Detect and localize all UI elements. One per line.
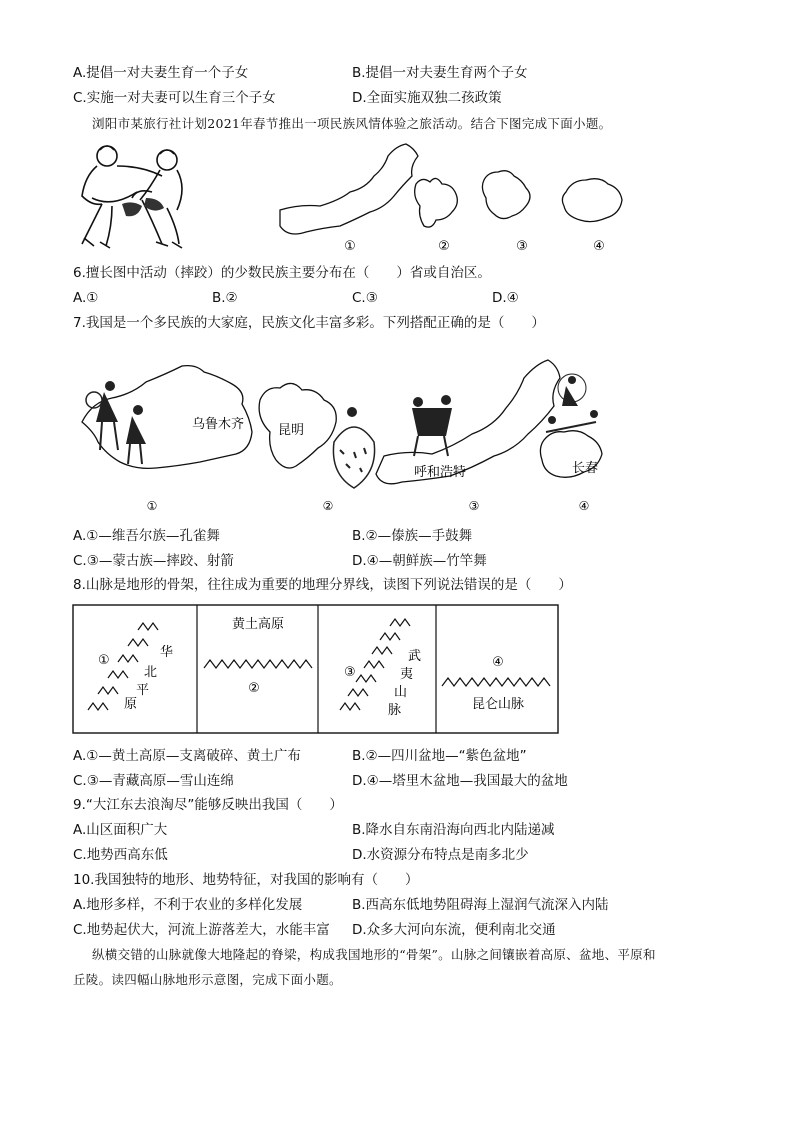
panel3-char-4: 脉	[388, 703, 402, 718]
wrestlers-illustration	[82, 146, 182, 248]
city-changchun: 长春	[572, 461, 599, 476]
q9-option-c: C.地势西高东低	[73, 847, 168, 863]
q5-option-c: C.实施一对夫妻可以生育三个子女	[73, 90, 276, 106]
panel2-mountain-chain	[204, 660, 312, 668]
q9-stem: 9.“大江东去浪淘尽”能够反映出我国（ ）	[73, 797, 343, 813]
map-num-4: ④	[578, 499, 590, 513]
intro-paragraph-1: 浏阳市某旅行社计划2021年春节推出一项民族风情体验之旅活动。结合下图完成下面小题。	[92, 116, 612, 131]
province-outline-2	[415, 178, 458, 227]
fig1-label-1: ①	[344, 239, 356, 254]
dancers-1	[86, 381, 146, 464]
q9-option-b: B.降水自东南沿海向西北内陆递减	[352, 822, 555, 838]
map-num-2: ②	[322, 499, 334, 513]
q6-option-d: D.④	[492, 290, 519, 306]
q8-option-c: C.③—青藏高原—雪山连绵	[73, 773, 234, 789]
q5-option-a: A.提倡一对夫妻生育一个子女	[73, 65, 249, 81]
province-outline-3	[482, 171, 530, 219]
intro-paragraph-2-line-2: 丘陵。读四幅山脉地形示意图，完成下面小题。	[73, 972, 342, 987]
figure-ethnic-dance-maps	[74, 352, 624, 514]
q6-option-b: B.②	[212, 290, 238, 306]
q8-option-b: B.②—四川盆地—“紫色盆地”	[352, 748, 527, 764]
q5-option-d: D.全面实施双独二孩政策	[352, 90, 502, 106]
panel1-char-1: 华	[160, 645, 174, 660]
q6-option-a: A.①	[73, 290, 99, 306]
q10-stem: 10.我国独特的地形、地势特征，对我国的影响有（ ）	[73, 872, 419, 888]
q5-option-b: B.提倡一对夫妻生育两个子女	[352, 65, 528, 81]
fig1-label-3: ③	[516, 239, 528, 254]
panel3-char-3: 山	[394, 685, 408, 700]
q10-option-c: C.地势起伏大，河流上游落差大，水能丰富	[73, 922, 330, 938]
wrestlers-small	[412, 395, 452, 456]
map-num-3: ③	[468, 499, 480, 513]
q7-option-d: D.④—朝鲜族—竹竿舞	[352, 553, 487, 569]
city-kunming: 昆明	[278, 423, 305, 438]
panel4-mountain-chain	[442, 678, 550, 686]
panel1-num: ①	[98, 653, 110, 668]
q9-option-d: D.水资源分布特点是南多北少	[352, 847, 529, 863]
panel3-num: ③	[344, 665, 356, 680]
panel1-char-2: 北	[144, 665, 158, 680]
q10-option-d: D.众多大河向东流，便利南北交通	[352, 922, 556, 938]
q7-option-a: A.①—维吾尔族—孔雀舞	[73, 528, 220, 544]
map-num-1: ①	[146, 499, 158, 513]
province-outline-1	[280, 144, 418, 234]
figure-wrestling-and-provinces	[72, 138, 632, 258]
figure-mountain-panels	[72, 604, 560, 736]
q10-option-a: A.地形多样，不利于农业的多样化发展	[73, 897, 303, 913]
q8-stem: 8.山脉是地形的骨架，往往成为重要的地理分界线，读图下列说法错误的是（ ）	[73, 577, 572, 593]
province-outline-4	[562, 179, 622, 222]
q7-stem: 7.我国是一个多民族的大家庭，民族文化丰富多彩。下列搭配正确的是（ ）	[73, 315, 545, 331]
q9-option-a: A.山区面积广大	[73, 822, 168, 838]
q7-option-c: C.③—蒙古族—摔跤、射箭	[73, 553, 234, 569]
panel1-char-3: 平	[136, 683, 150, 698]
fig1-label-4: ④	[593, 239, 605, 254]
panel2-num: ②	[248, 681, 260, 696]
q6-option-c: C.③	[352, 290, 378, 306]
panel2-label: 黄土高原	[231, 617, 285, 632]
panel4-num: ④	[492, 655, 504, 670]
q7-option-b: B.②—傣族—手鼓舞	[352, 528, 473, 544]
q8-option-d: D.④—塔里木盆地—我国最大的盆地	[352, 773, 568, 789]
panel3-char-1: 武	[408, 649, 422, 664]
intro-paragraph-2-line-1: 纵横交错的山脉就像大地隆起的脊梁，构成我国地形的“骨架”。山脉之间镶嵌着高原、盆地、平原和	[92, 947, 656, 962]
q6-stem: 6.擅长图中活动（摔跤）的少数民族主要分布在（ ）省或自治区。	[73, 265, 491, 281]
city-hohhot: 呼和浩特	[414, 465, 467, 480]
fig1-label-2: ②	[438, 239, 450, 254]
panel4-label: 昆仑山脉	[471, 697, 525, 712]
panel1-char-4: 原	[124, 697, 138, 712]
city-urumqi: 乌鲁木齐	[192, 417, 245, 432]
q8-option-a: A.①—黄土高原—支离破碎、黄土广布	[73, 748, 301, 764]
q10-option-b: B.西高东低地势阻碍海上湿润气流深入内陆	[352, 897, 609, 913]
peacock-dancer	[333, 407, 374, 488]
map-inner-mongolia	[376, 360, 560, 484]
panel3-char-2: 夷	[400, 667, 414, 682]
